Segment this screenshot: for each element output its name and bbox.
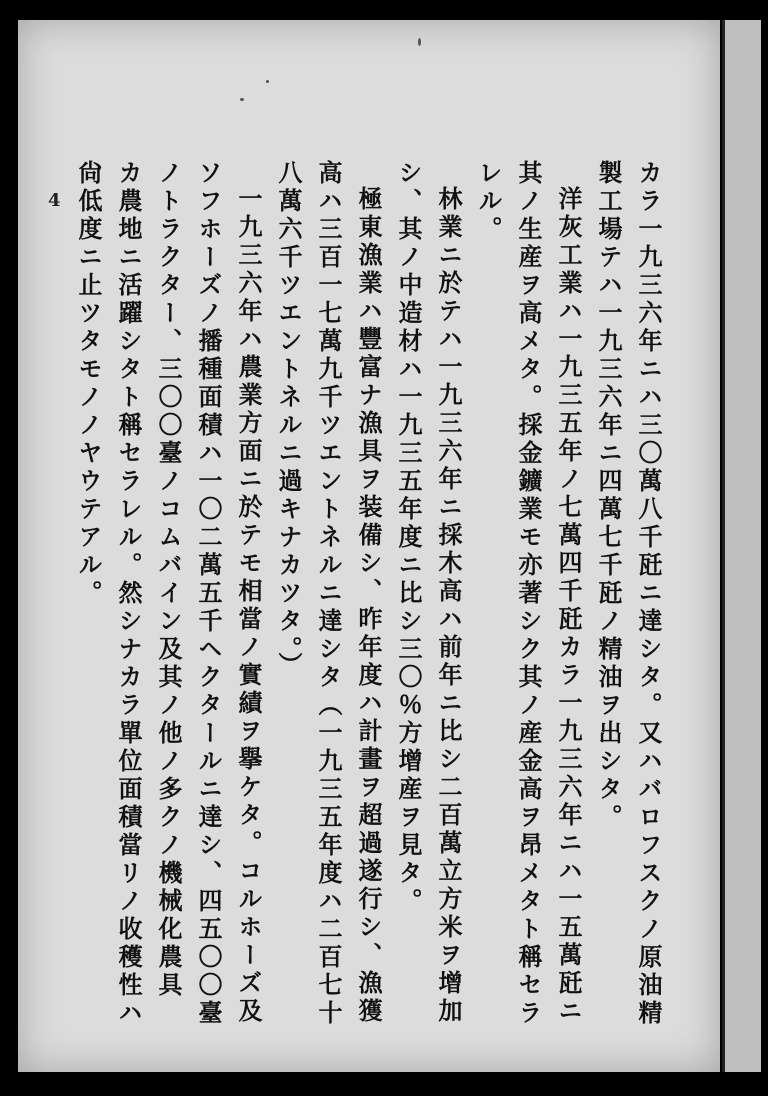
scan-speck bbox=[266, 80, 269, 83]
vertical-text-body bbox=[68, 160, 668, 1040]
text-column: 極東漁業ハ豐富ナ漁具ヲ装備シ、昨年度ハ計畫ヲ超過遂行シ、漁獲 bbox=[354, 186, 383, 1026]
text-column: 八萬六千ツエントネルニ過キナカツタ。） bbox=[274, 160, 303, 680]
scan-speck bbox=[240, 98, 244, 101]
text-column: 尙低度ニ止ツタモノノヤウテアル。 bbox=[74, 160, 103, 608]
text-column: 製工場テハ一九三六年ニ四萬七千瓩ノ精油ヲ出シタ。 bbox=[594, 160, 623, 832]
text-column: カラ一九三六年ニハ三〇萬八千瓩ニ達シタ。又ハバロフスクノ原油精 bbox=[634, 160, 663, 1028]
text-column: ノトラクター、三〇〇臺ノコムバイン及其ノ他ノ多クノ機械化農具 bbox=[154, 160, 183, 1000]
text-column: 一九三六年ハ農業方面ニ於テモ相當ノ實績ヲ擧ケタ。コルホーズ及 bbox=[234, 186, 263, 1026]
text-column: 高ハ三百一七萬九千ツエントネルニ達シタ（一九三五年度ハ二百七十 bbox=[314, 160, 343, 1028]
text-column: 林業ニ於テハ一九三六年ニ採木高ハ前年ニ比シ二百萬立方米ヲ增加 bbox=[434, 186, 463, 1026]
text-column: カ農地ニ活躍シタト稱セラレル。然シナカラ單位面積當リノ收穫性ハ bbox=[114, 160, 143, 1028]
text-column: 其ノ生産ヲ高メタ。採金鑛業モ亦著シク其ノ産金高ヲ昂メタト稱セラ bbox=[514, 160, 543, 1028]
text-column: レル。 bbox=[474, 160, 503, 244]
adjacent-page-edge bbox=[722, 20, 761, 1072]
scan-speck bbox=[418, 38, 421, 46]
text-column: 洋灰工業ハ一九三五年ノ七萬四千瓩カラ一九三六年ニハ一五萬瓩ニ bbox=[554, 186, 583, 1026]
text-column: シ、其ノ中造材ハ一九三五年度ニ比シ三〇％方增産ヲ見タ。 bbox=[394, 160, 423, 916]
text-column: ソフホーズノ播種面積ハ一〇二萬五千ヘクタールニ達シ、四五〇〇臺 bbox=[194, 160, 223, 1028]
page-number: 4 bbox=[48, 190, 61, 211]
